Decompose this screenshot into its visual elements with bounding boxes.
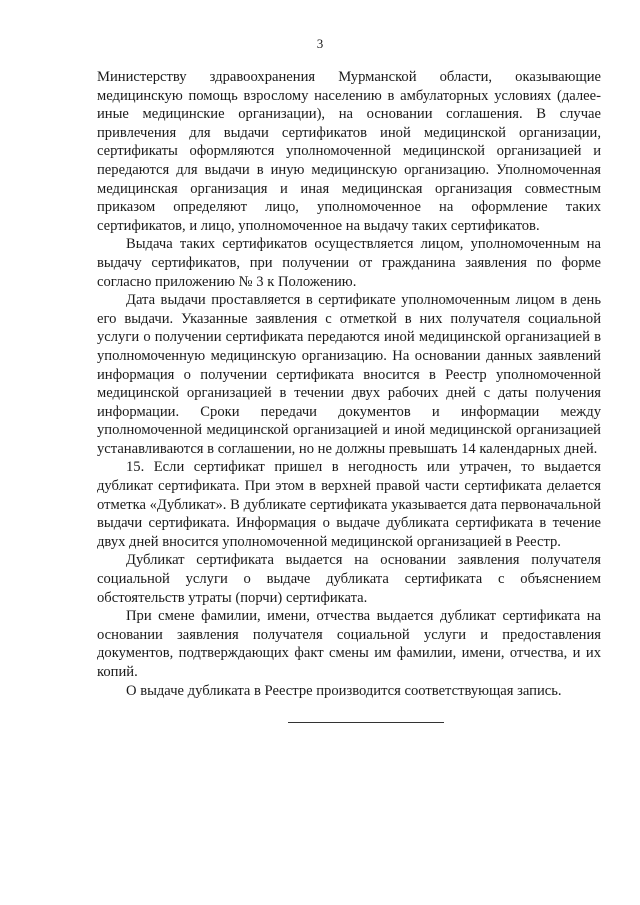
paragraph-registry-entry: О выдаче дубликата в Реестре производится соответствующая запись. — [126, 682, 562, 699]
paragraph-duplicate-basis: Дубликат сертификата выдается на основании заявления получателя социальной услуги о выдаче дубликата сертификата с объяснением обстоятельств утраты (порчи) сертификата. — [97, 552, 601, 606]
paragraph-clause-15: 15. Если сертификат пришел в негодность или утрачен, то выдается дубликат сертификата. При этом в верхней правой части сертификата делается отметка «Дубликат». В дубликате сертификата указывается дата первоначальной выдачи сертификата. Информация о выдаче дубликата сертификата в течение двух дней вносится уполномоченной медицинской организацией в Реестр. — [97, 459, 601, 550]
paragraph-continuation: Министерству здравоохранения Мурманской области, оказывающие медицинскую помощь взрослому населению в амбулаторных условиях (далее- иные медицинские организации), на основании соглашения. В случае привлечения для выдачи сертификатов иной медицинской организации, сертификаты оформляются уполномоченной медицинской организацией и передаются для выдачи в иную медицинскую организацию. Уполномоченная медицинская организация и иная медицинская организация совместным приказом определяют лицо, уполномоченное на оформление таких сертификатов, и лицо, уполномоченное на выдачу таких сертификатов. — [97, 69, 601, 234]
paragraph-name-change: При смене фамилии, имени, отчества выдается дубликат сертификата на основании заявления получателя социальной услуги и предоставления документов, подтверждающих факт смены им фамилии, имени, отчества, и их копий. — [97, 608, 601, 680]
end-divider-line — [288, 722, 444, 723]
paragraph-issuance: Выдача таких сертификатов осуществляется лицом, уполномоченным на выдачу сертификатов, при получении от гражданина заявления по форме согласно приложению № 3 к Положению. — [97, 236, 601, 290]
paragraph-issue-date: Дата выдачи проставляется в сертификате уполномоченным лицом в день его выдачи. Указанные заявления с отметкой в них получателя социальной услуги о получении сертификата передаются иной медицинской организацией в уполномоченную медицинскую организацию. На основании данных заявлений информация о получении сертификата вносится в Реестр уполномоченной медицинской организацией в течении двух рабочих дней с даты получения информации. Сроки передачи документов и информации между уполномоченной медицинской организацией и иной медицинской организацией устанавливаются в соглашении, но не должны превышать 14 календарных дней. — [97, 292, 601, 457]
page-number: 3 — [316, 36, 324, 51]
body-text — [97, 68, 601, 700]
